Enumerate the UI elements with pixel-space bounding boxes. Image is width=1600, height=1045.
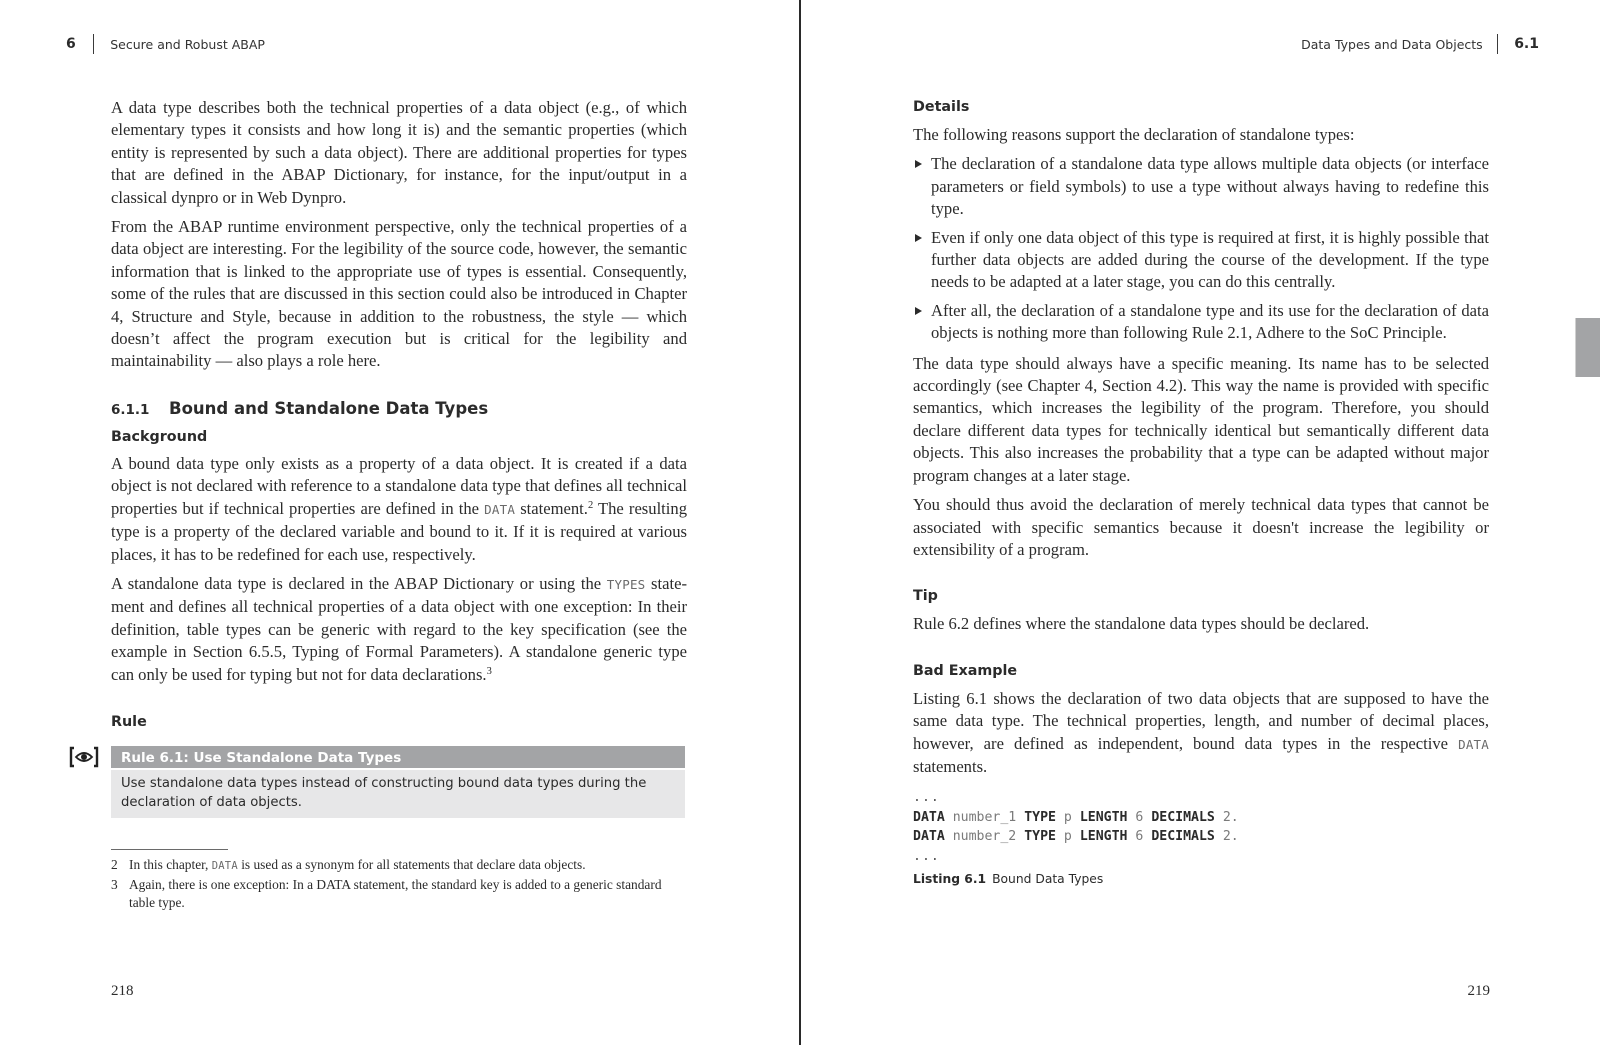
page-number-right: 219 [1467, 983, 1490, 999]
bad-example-text: Listing 6.1 shows the declaration of two data objects that are supposed to have the same data type. The technical properties, length, and number of decimal places, however, are defined as independent, bound data types in the respective DATA statements. [913, 688, 1489, 776]
footnotes [111, 856, 687, 912]
intro-paragraph-1: A data type describes both the technical properties of a data object (e.g., of which elementary types it consists and how long it is) and the semantic properties (which entity is represented by such a data object). There are additional properties for types that are defined in the ABAP Dictionary, for instance, for the input/output in a classical dynpro or in Web Dynpro. [111, 98, 687, 207]
triangle-bullet-icon [915, 234, 922, 242]
bullet-item: After all, the declaration of a standalone type and its use for the declaration of data objects is nothing more than following Rule 2.1, Adhere to the SoC Principle. [913, 300, 1489, 345]
section-heading [111, 399, 687, 418]
tip-text: Rule 6.2 defines where the standalone data types should be declared. [913, 614, 1370, 634]
rule-title: Rule 6.1: Use Standalone Data Types [111, 746, 685, 770]
running-header-left [66, 34, 265, 54]
left-text-column [111, 97, 687, 912]
footnote-3: 3 Again, there is one exception: In a DATA statement, the standard key is added to a generic standard table type. [111, 876, 662, 910]
details-paragraph-1: The data type should always have a specific meaning. Its name has to be selected accordingly (see Chapter 4, Section 4.2). This way the name is provided with specific semantics, which increases the legibility of the program. Therefore, you should declare different data types for technically identical but semantically different data objects. This also increases the probability that a type can be adapted without major program changes at a later stage. [913, 353, 1489, 485]
details-paragraph-2: You should thus avoid the declaration of merely technical data types that cannot be associated with specific semantics because it doesn't increase the legibility or extensibility of a program. [913, 495, 1489, 559]
details-intro: The following reasons support the declaration of standalone types: [913, 125, 1355, 144]
background-paragraph-1: A bound data type only exists as a property of a data object. It is created if a data object is not declared with reference to a standalone data type that defines all technical properties but if technical properties are defined in the DATA statement.$^2$ The resulting type is a property of the declared variable and bound to it. If it is required at various places, it has to be redefined for each use, respectively. [111, 453, 687, 564]
footnote-2: 2 In this chapter, DATA is used as a synonym for all statements that declare data objects. [111, 857, 586, 873]
chapter-thumb-tab [1575, 318, 1600, 377]
rule-text: Use standalone data types instead of constructing bound data types during the declaration of data objects. [111, 770, 685, 818]
footnote-ref-2[interactable]: 2 [587, 499, 594, 511]
chapter-number: 6 [66, 36, 76, 52]
intro-paragraph-2: From the ABAP runtime environment perspective, only the technical properties of a data object are interesting. For the legibility of the source code, however, the semantic information that is linked to the appropriate use of types is essential. Consequently, some of the rules that are discussed in this section could also be introduced in Chapter 4, Structure and Style, because in addition to the robustness, the style — which doesn’t affect the program execution but is critical for the legibility and maintainability — also plays a role here. [111, 217, 687, 371]
bullet-item: Even if only one data object of this type is required at first, it is highly possible that further data objects are added during the course of the development. If the type needs to be adapted at a later stage, you can do this centrally. [913, 227, 1489, 294]
background-paragraph-2: A standalone data type is declared in the ABAP Dictionary or using the TYPES statement and defines all technical properties of a data object with one exception: In their definition, table types can be generic with regard to the key specification (see the example in Section 6.5.5, Typing of Formal Parameters). A standalone generic type can only be used for typing but not for data declarations.$^3$ [111, 573, 687, 684]
code-line-1: DATA number_1 TYPE p LENGTH 6 DECIMALS 2. [913, 809, 1239, 825]
bullet-item: The declaration of a standalone data type allows multiple data objects (or interface parameters or field symbols) to use a type without always having to redefine this type. [913, 153, 1489, 220]
code-listing [913, 788, 1489, 866]
section-title-header: Data Types and Data Objects [1301, 36, 1483, 52]
chapter-title: Secure and Robust ABAP [110, 36, 265, 52]
running-header-right [1301, 34, 1539, 54]
section-number-header: 6.1 [1514, 36, 1539, 52]
triangle-bullet-icon [915, 160, 922, 168]
listing-caption: Listing 6.1 Bound Data Types [913, 872, 1104, 887]
background-heading: Background [111, 428, 208, 445]
right-text-column [913, 97, 1489, 886]
details-heading: Details [913, 99, 970, 115]
footnote-ref-3[interactable]: 3 [486, 665, 492, 677]
eye-icon [69, 746, 99, 768]
code-ellipsis: ... [913, 790, 940, 806]
page-number-left: 218 [111, 983, 134, 999]
inline-code-data: DATA [484, 501, 516, 517]
rule-box-container [111, 746, 687, 818]
bad-example-heading: Bad Example [913, 662, 1018, 679]
footnote-area [111, 849, 687, 912]
triangle-bullet-icon [915, 307, 922, 315]
rule-heading: Rule [111, 713, 147, 730]
rule-box [111, 746, 685, 818]
right-page [801, 0, 1600, 1045]
details-bullet-list [913, 153, 1489, 344]
inline-code-data: DATA [211, 860, 238, 873]
footnote-divider [111, 849, 228, 851]
code-ellipsis: ... [913, 848, 940, 864]
header-divider [93, 34, 95, 54]
section-number: 6.1.1 [111, 401, 150, 418]
inline-code-types: TYPES [606, 576, 646, 592]
inline-code-data: DATA [1458, 736, 1489, 752]
header-divider [1497, 34, 1499, 54]
tip-heading: Tip [913, 588, 938, 605]
left-page [0, 0, 799, 1045]
section-title: Bound and Standalone Data Types [169, 398, 489, 418]
code-line-2: DATA number_2 TYPE p LENGTH 6 DECIMALS 2. [913, 829, 1239, 845]
